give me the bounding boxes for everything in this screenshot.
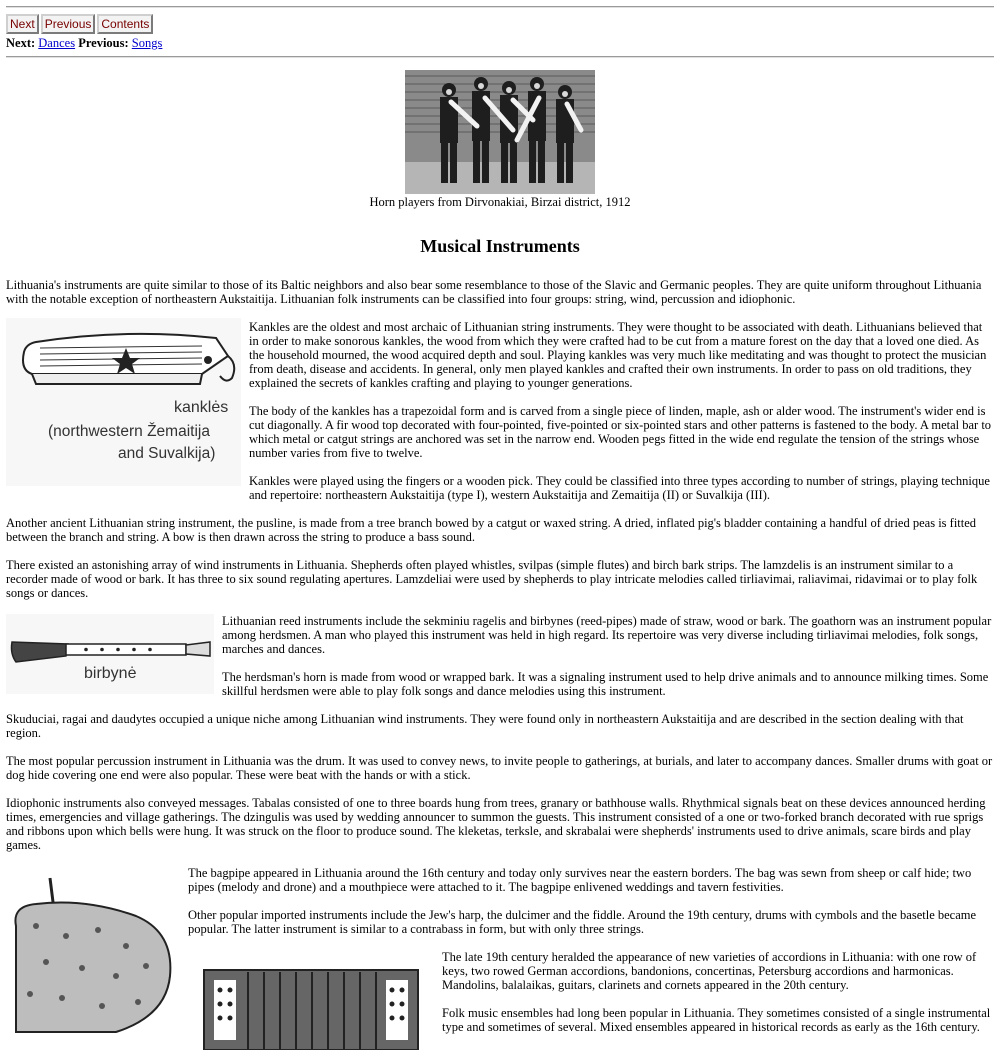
- accordion-image: [188, 950, 434, 1053]
- previous-label: Previous:: [78, 36, 129, 50]
- previous-link[interactable]: Songs: [131, 36, 163, 50]
- photo-figure: [6, 70, 994, 209]
- kankles-paragraph-1: Kankles are the oldest and most archaic of Lithuanian string instruments. They were thought to be associated with death. Lithuanians believed that in order to make sonorous kankles, the wood from which they were crafted had to be cut from a mature forest on the day that a loved one died. As the household mourned, the wood acquired depth and soul. Playing kankles was very much like meditating and was thought to protect the musician from death, disease and accidents. In general, only men played kankles and crafted their own instruments. In order to pass on old traditions, they explained the secrets of kankles crafting and playing to younger generations.: [249, 320, 987, 390]
- bagpipe-image: [6, 866, 180, 1039]
- kankles-label-1: kanklės: [174, 399, 229, 416]
- photo-caption: Horn players from Dirvonakiai, Birzai district, 1912: [369, 195, 631, 209]
- previous-button[interactable]: Previous: [41, 14, 96, 34]
- top-rule: [6, 6, 994, 8]
- next-link[interactable]: Dances: [38, 36, 76, 50]
- horn-players-photo: [405, 70, 595, 194]
- nav-rule: [6, 56, 994, 58]
- skuduciai-paragraph: Skuduciai, ragai and daudytes occupied a unique niche among Lithuanian wind instruments. They were found only in northeastern Aukstaitija and are described in the section dealing with that region.: [6, 712, 964, 740]
- bagpipe-paragraph: The bagpipe appeared in Lithuania around the 16th century and today only survives near the eastern borders. The bag was sewn from sheep or calf hide; two pipes (melody and drone) and a mouthpiece were attached to it. The bagpipe enlivened weddings and tavern festivities.: [188, 866, 972, 894]
- wind-paragraph: There existed an astonishing array of wind instruments in Lithuania. Shepherds often played whistles, svilpas (simple flutes) and birch bark strips. The lamzdelis is an instrument similar to a recorder made of wood or bark. It has three to six sound regulating apertures. Lamzdeliai were used by shepherds to play intricate melodies called tirliavimai, raliavimai, ridavimai or to play folk songs or dances.: [6, 558, 978, 600]
- kankles-label-3: and Suvalkija): [118, 445, 216, 462]
- contents-button[interactable]: Contents: [97, 14, 153, 34]
- drum-paragraph: The most popular percussion instrument in Lithuania was the drum. It was used to convey news, to invite people to gatherings, at burials, and later to accompany dances. Smaller drums with goat or dog hide covering one end were also popular. These were beat with the hands or with a stick.: [6, 754, 993, 782]
- next-label: Next:: [6, 36, 36, 50]
- birbyne-image: [6, 614, 214, 697]
- ensembles-paragraph: Folk music ensembles had long been popular in Lithuania. They sometimes consisted of a single instrumental type and sometimes of several. Mixed ensembles appeared in historical records as early as the 16th century.: [442, 1006, 991, 1034]
- intro-paragraph: Lithuania's instruments are quite similar to those of its Baltic neighbors and also bear some resemblance to those of the Slavic and Germanic peoples. They are quite uniform throughout Lithuania with the notable exception of northeastern Aukstaitija. Lithuanian folk instruments can be classified into four groups: string, wind, percussion and idiophonic.: [6, 278, 982, 306]
- kankles-label-2: (northwestern Žemaitija: [48, 423, 210, 440]
- pusline-paragraph: Another ancient Lithuanian string instrument, the pusline, is made from a tree branch bowed by a catgut or waxed string. A dried, inflated pig's bladder containing a handful of dried peas is fitted between the branch and string. A bow is then drawn across the string to produce a bass sound.: [6, 516, 977, 544]
- kankles-paragraph-3: Kankles were played using the fingers or a wooden pick. They could be classified into three types according to number of strings, playing technique and repertoire: northeastern Aukstaitija (type I), western Aukstaitija and Zemaitija (II) or Suvalkija (III).: [249, 474, 990, 502]
- accordion-paragraph: The late 19th century heralded the appearance of new varieties of accordions in Lithuania: with one row of keys, two rowed German accordions, bandonions, concertinas, Petersburg accordions and harmonicas. Mandolins, balalaikas, guitars, clarinets and cornets appeared in the 20th century.: [442, 950, 977, 992]
- nav-links: [6, 36, 994, 50]
- birbyne-label: birbynė: [84, 665, 137, 682]
- kankles-paragraph-2: The body of the kankles has a trapezoidal form and is carved from a single piece of linden, maple, ash or alder wood. The instrument's wider end is cut diagonally. A fir wood top decorated with four-pointed, five-pointed or six-pointed stars and other patterns is fastened to the body. A metal bar to which metal or catgut strings are anchored was set in the narrow end. Wooden pegs fitted in the wide end regulate the tension of the strings whose number varies from five to twelve.: [249, 404, 992, 460]
- reed-paragraph: Lithuanian reed instruments include the sekminiu ragelis and birbynes (reed-pipes) made of straw, wood or bark. The goathorn was an instrument popular among herdsmen. A man who played this instrument was held in high regard. Its repertoire was very diverse including tirliavimai melodies, folk songs, marches and dances.: [222, 614, 992, 656]
- page-title: Musical Instruments: [420, 236, 580, 256]
- imported-paragraph: Other popular imported instruments include the Jew's harp, the dulcimer and the fiddle. Around the 19th century, drums with cymbols and the basetle became popular. The latter instrument is similar to a contrabass in form, but with only three strings.: [188, 908, 977, 936]
- idiophonic-paragraph: Idiophonic instruments also conveyed messages. Tabalas consisted of one to three boards hung from trees, granary or bathhouse walls. Rhythmical signals beat on these devices announced herding times, emergencies and village gatherings. The dzingulis was used by wedding announcer to summon the guests. This instrument consisted of a one or two-forked branch decorated with rue sprigs and ribbons upon which bells were hung. It was struck on the floor to produce sound. The kleketas, terksle, and skrabalai were shepherds' instruments used to drive animals, scare birds and play games.: [6, 796, 986, 852]
- page: [6, 6, 994, 1034]
- kankles-image: [6, 318, 241, 489]
- nav-buttons: [6, 14, 994, 34]
- horn-paragraph: The herdsman's horn is made from wood or wrapped bark. It was a signaling instrument used to help drive animals and to announce milking times. Some skillful herdsmen were able to play folk songs and dance melodies using this instrument.: [222, 670, 989, 698]
- next-button[interactable]: Next: [6, 14, 39, 34]
